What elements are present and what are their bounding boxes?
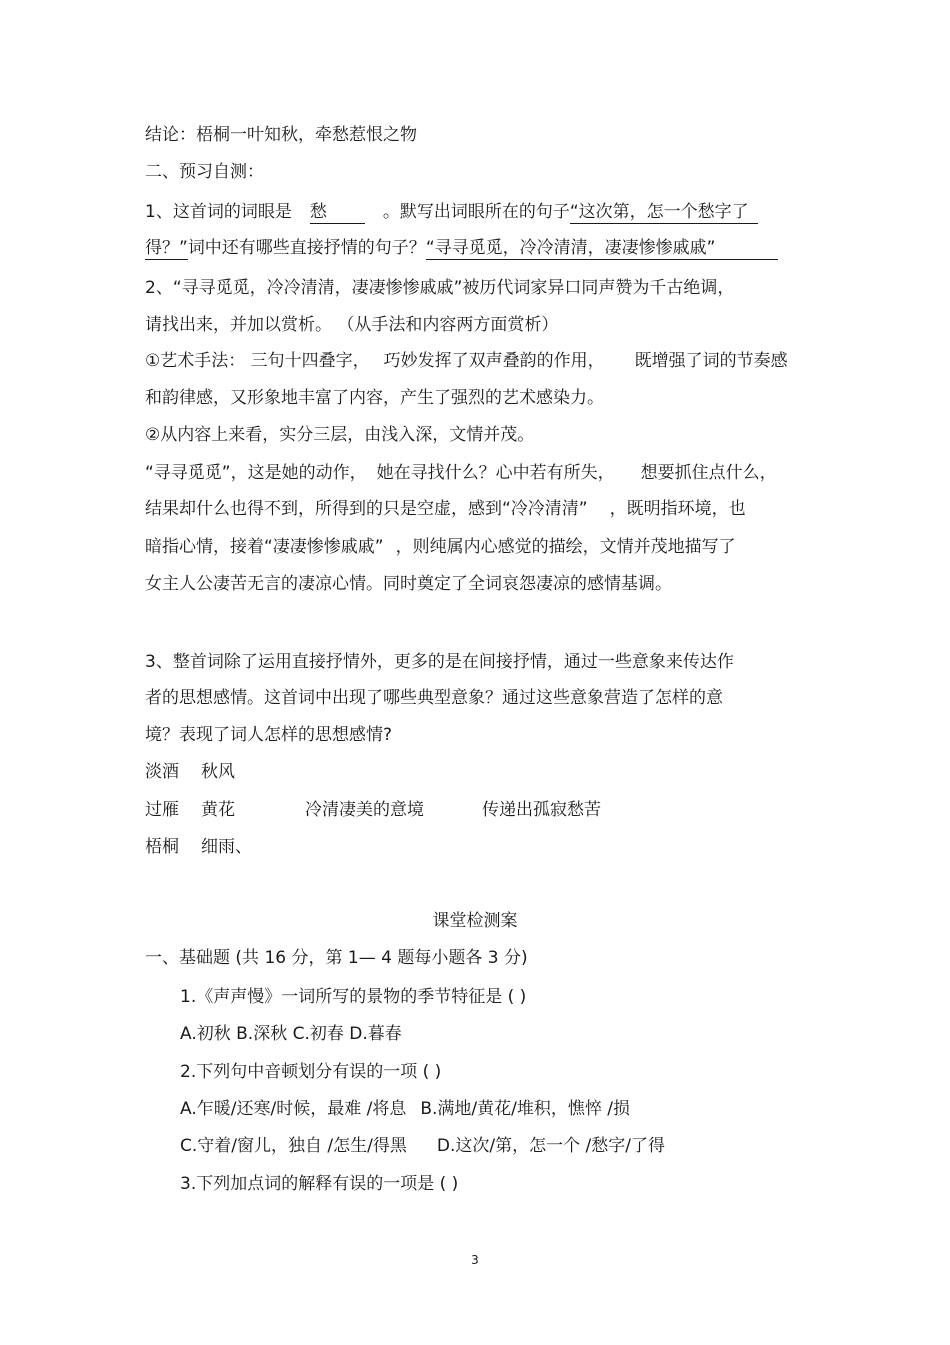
q1-mid2: 词中还有哪些直接抒情的句子？ — [187, 238, 426, 258]
question-1-line-1 — [145, 200, 758, 224]
q1-sentence-part2: 得？” — [145, 238, 188, 258]
imagery-row-3: 梧桐 细雨、 — [145, 837, 252, 857]
q1-answer-blank: 愁 — [310, 201, 365, 224]
question-3-line-2: 者的思想感情。这首词中出现了哪些典型意象？通过这些意象营造了怎样的意 — [145, 688, 723, 708]
basics-heading: 一、基础题 (共 16 分，第 1— 4 题每小题各 3 分) — [145, 948, 528, 968]
content-analysis-line-4: 暗指心情，接着“凄凄惨惨戚戚” ，则纯属内心感觉的描绘，文情并茂地描写了 — [145, 537, 736, 557]
question-3-line-1: 3、整首词除了运用直接抒情外，更多的是在间接抒情，通过一些意象来传达作 — [145, 652, 734, 672]
content-analysis-line-1: ②从内容上来看，实分三层，由浅入深，文情并茂。 — [145, 425, 535, 445]
question-2-line-2: 请找出来，并加以赏析。 （从手法和内容两方面赏析） — [145, 315, 559, 335]
imagery-row-2: 过雁 黄花 冷清凄美的意境 传递出孤寂愁苦 — [145, 800, 601, 820]
art-technique-line-2: 和韵律感，又形象地丰富了内容，产生了强烈的艺术感染力。 — [145, 388, 604, 408]
basics-q3-stem: 3.下列加点词的解释有误的一项是 ( ) — [180, 1174, 459, 1194]
question-2-line-1: 2、“寻寻觅觅，冷冷清清，凄凄惨惨戚戚”被历代词家异口同声赞为千古绝调， — [145, 278, 735, 298]
basics-q2-options-ab: A.乍暖/还寒/时候，最难 /将息 B.满地/黄花/堆积，憔悴 /损 — [180, 1099, 630, 1119]
basics-q2-stem: 2.下列句中音顿划分有误的一项 ( ) — [180, 1062, 442, 1082]
content-analysis-line-5: 女主人公凄苦无言的凄凉心情。同时奠定了全词哀怨凄凉的感情基调。 — [145, 574, 672, 594]
content-analysis-line-2: “寻寻觅觅”，这是她的动作， 她在寻找什么？心中若有所失， 想要抓住点什么， — [145, 463, 777, 483]
basics-q1-stem: 1.《声声慢》一词所写的景物的季节特征是 ( ) — [180, 987, 527, 1007]
check-section-title: 课堂检测案 — [432, 911, 518, 931]
conclusion-line: 结论：梧桐一叶知秋，牵愁惹恨之物 — [145, 125, 417, 145]
preview-heading: 二、预习自测： — [145, 162, 264, 182]
q1-prefix: 1、这首词的词眼是 — [145, 202, 292, 222]
imagery-row-1: 淡酒 秋风 — [145, 762, 235, 782]
content-analysis-line-3: 结果却什么也得不到，所得到的只是空虚，感到“冷冷清清” ，既明指环境，也 — [145, 499, 746, 519]
question-3-line-3: 境？表现了词人怎样的思想感情? — [145, 725, 393, 745]
q1-direct-answer: “寻寻觅觅，冷冷清清，凄凄惨惨戚戚” — [426, 237, 778, 260]
page-number: 3 — [471, 1253, 479, 1267]
q1-mid: 。默写出词眼所在的句子 — [382, 202, 570, 222]
basics-q1-options: A.初秋 B.深秋 C.初春 D.暮春 — [180, 1024, 402, 1044]
question-1-line-2 — [145, 236, 778, 260]
basics-q2-options-cd: C.守着/窗儿，独自 /怎生/得黑 D.这次/第，怎一个 /愁字/了得 — [180, 1136, 665, 1156]
q1-sentence-part1: “这次第，怎一个愁字了 — [570, 201, 758, 224]
art-technique-line-1: ①艺术手法： 三句十四叠字， 巧妙发挥了双声叠韵的作用， 既增强了词的节奏感 — [145, 351, 788, 371]
